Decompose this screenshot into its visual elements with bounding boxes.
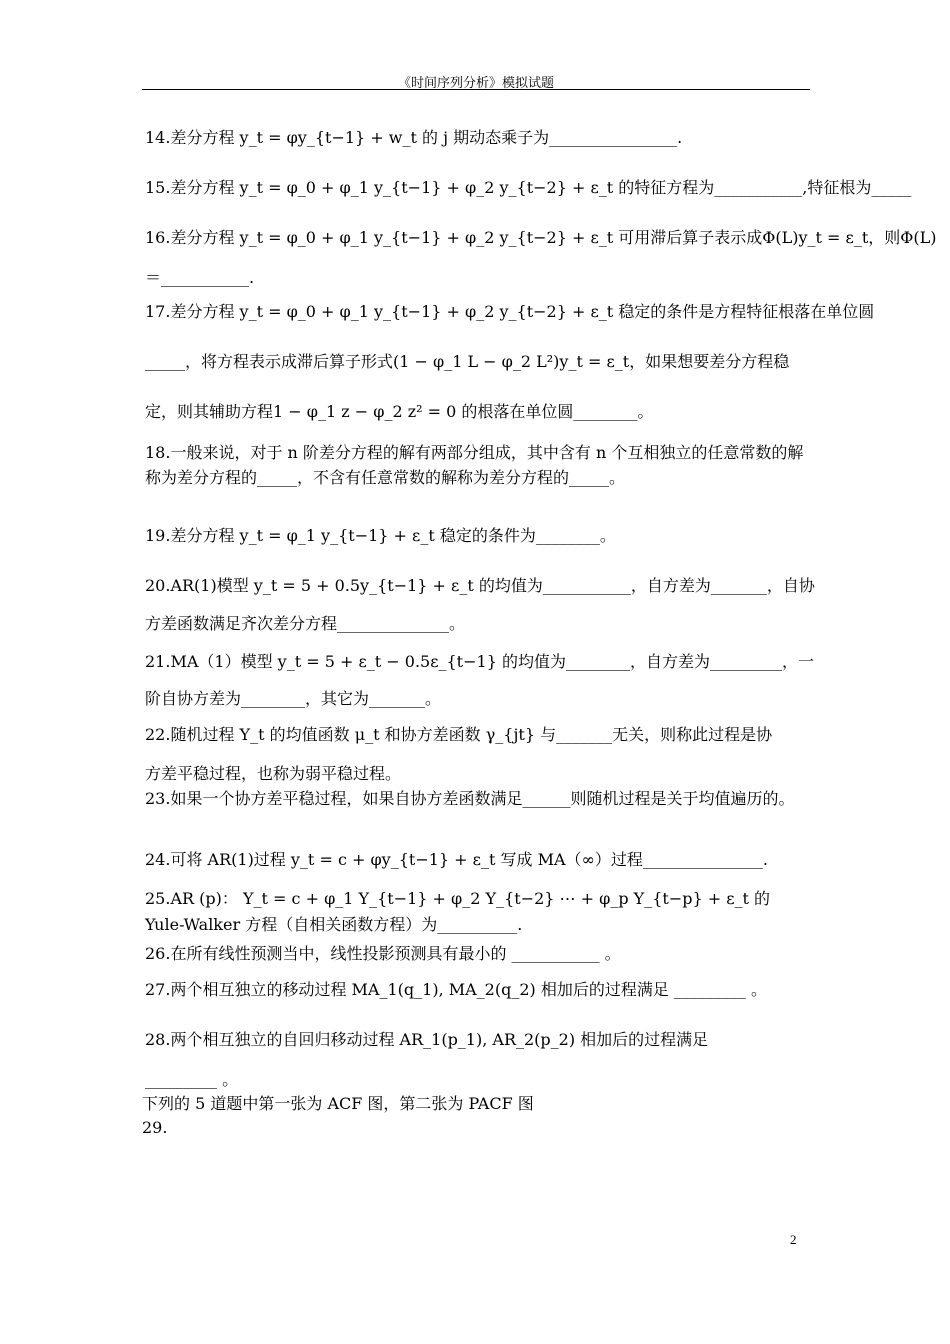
question-16: 16.差分方程 y_t = φ_0 + φ_1 y_{t−1} + φ_2 y_{t−2} + ε_t 可用滞后算子表示成Φ(L)y_t = ε_t，则Φ(L): [145, 228, 937, 247]
question-28-continued: _________ 。: [145, 1070, 239, 1089]
question-16-continued: ＝___________.: [145, 268, 255, 287]
question-25: 25.AR (p)： Y_t = c + φ_1 Y_{t−1} + φ_2 Y_{t−2} ⋯ + φ_p Y_{t−p} + ε_t 的 Yule-Walker 方程（自相关函数方程）为__________.: [145, 889, 771, 934]
question-27: 27.两个相互独立的移动过程 MA_1(q_1), MA_2(q_2) 相加后的过程满足 _________ 。: [145, 980, 768, 999]
question-24: 24.可将 AR(1)过程 y_t = c + φy_{t−1} + ε_t 写成 MA（∞）过程_______________.: [145, 850, 768, 869]
question-17-continued: _____，将方程表示成滞后算子形式(1 − φ_1 L − φ_2 L²)y_t = ε_t，如果想要差分方程稳: [145, 352, 790, 371]
question-23: 23.如果一个协方差平稳过程，如果自协方差函数满足______则随机过程是关于均值遍历的。: [145, 789, 795, 808]
question-22-continued: 方差平稳过程，也称为弱平稳过程。: [145, 764, 402, 783]
question-17-continued-2: 定，则其辅助方程1 − φ_1 z − φ_2 z² = 0 的根落在单位圆________。: [145, 402, 654, 421]
question-19: 19.差分方程 y_t = φ_1 y_{t−1} + ε_t 稳定的条件为________。: [145, 526, 616, 545]
question-14: 14.差分方程 y_t = φy_{t−1} + w_t 的 j 期动态乘子为________________.: [145, 128, 683, 147]
question-21: 21.MA（1）模型 y_t = 5 + ε_t − 0.5ε_{t−1} 的均值为________，自方差为_________，一: [145, 652, 814, 671]
question-28: 28.两个相互独立的自回归移动过程 AR_1(p_1), AR_2(p_2) 相加后的过程满足: [145, 1030, 709, 1049]
question-22: 22.随机过程 Y_t 的均值函数 μ_t 和协方差函数 γ_{jt} 与_______无关，则称此过程是协: [145, 725, 773, 744]
question-20: 20.AR(1)模型 y_t = 5 + 0.5y_{t−1} + ε_t 的均值为___________，自方差为_______，自协: [145, 576, 815, 595]
header-rule: [142, 89, 810, 90]
document-header: 《时间序列分析》模拟试题: [397, 76, 554, 91]
question-18: 18.一般来说，对于 n 阶差分方程的解有两部分组成，其中含有 n 个互相独立的任意常数的解称为差分方程的_____，不含有任意常数的解称为差分方程的_____。: [145, 443, 804, 487]
question-20-continued: 方差函数满足齐次差分方程______________。: [145, 614, 466, 633]
acf-pacf-note: 下列的 5 道题中第一张为 ACF 图，第二张为 PACF 图: [142, 1094, 534, 1113]
question-15: 15.差分方程 y_t = φ_0 + φ_1 y_{t−1} + φ_2 y_{t−2} + ε_t 的特征方程为___________,特征根为_____: [145, 178, 912, 197]
question-17: 17.差分方程 y_t = φ_0 + φ_1 y_{t−1} + φ_2 y_{t−2} + ε_t 稳定的条件是方程特征根落在单位圆: [145, 302, 875, 321]
question-26: 26.在所有线性预测当中，线性投影预测具有最小的 ___________ 。: [145, 944, 621, 963]
question-29: 29.: [142, 1118, 168, 1137]
page-number: 2: [790, 1232, 797, 1247]
question-21-continued: 阶自协方差为________，其它为_______。: [145, 689, 442, 708]
